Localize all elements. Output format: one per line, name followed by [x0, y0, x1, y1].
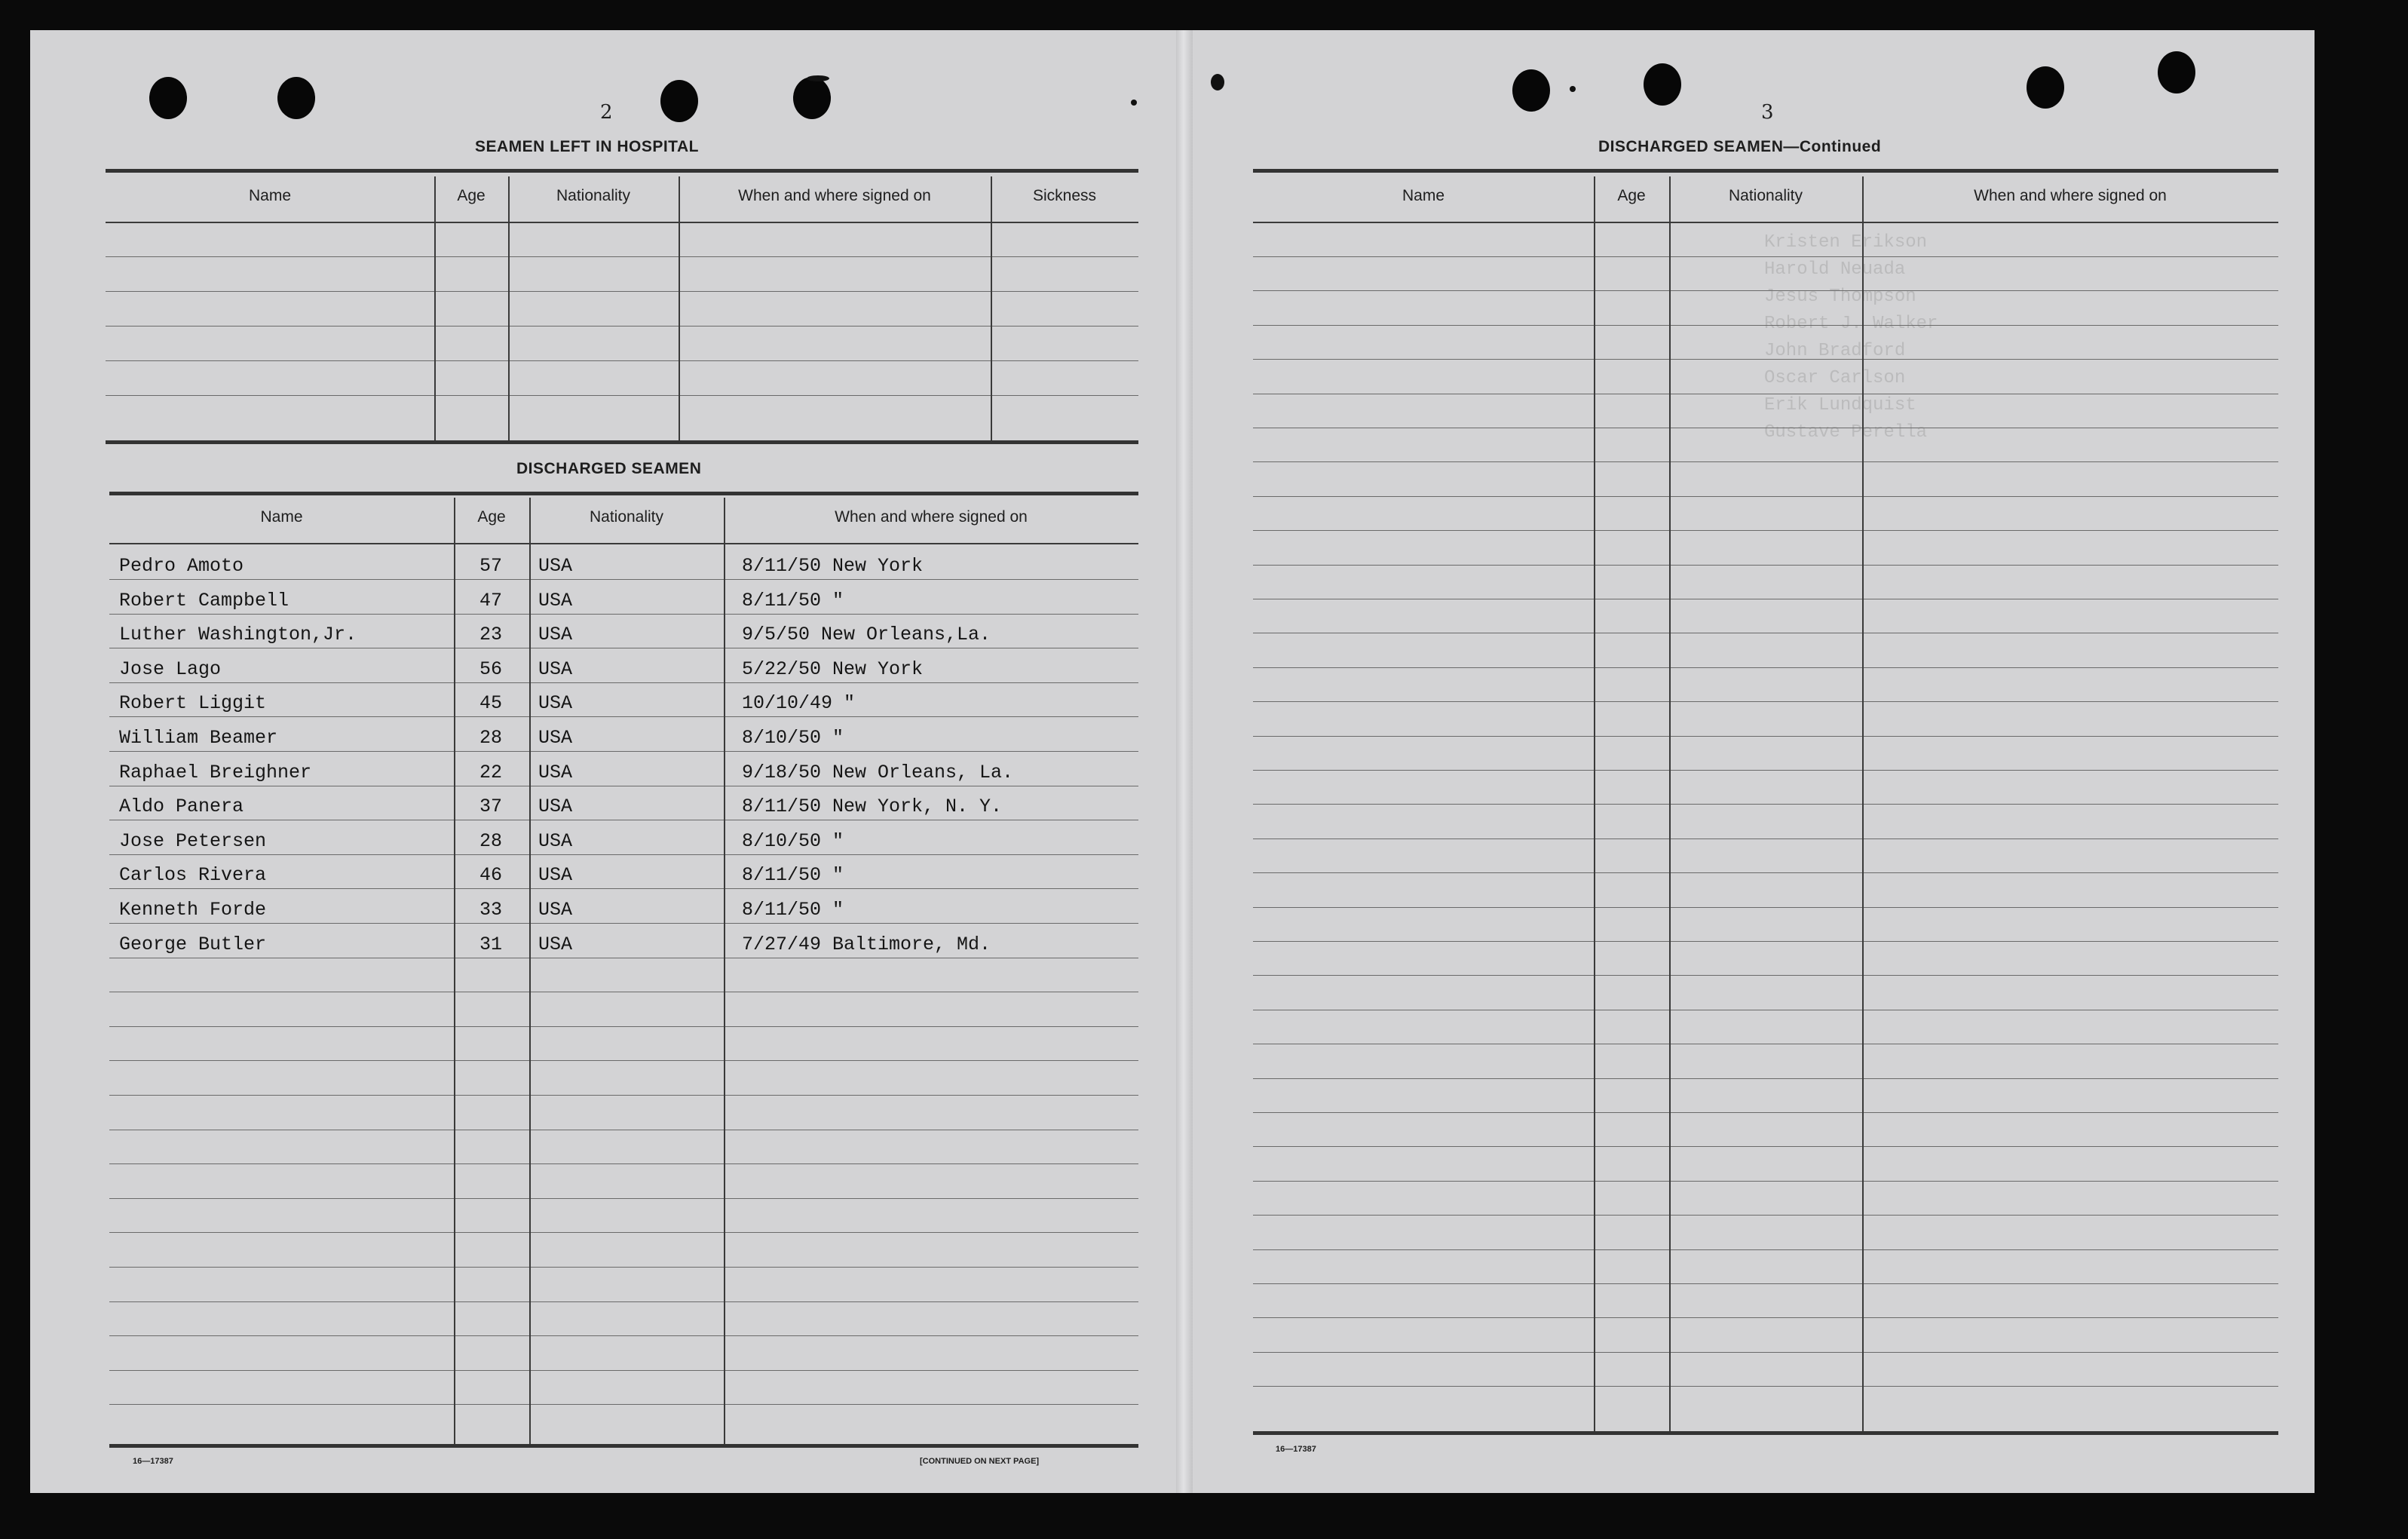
seaman-nationality: USA — [538, 796, 573, 818]
discharged-col-divider — [454, 498, 455, 1444]
seaman-name: Luther Washington,Jr. — [119, 624, 357, 646]
ruled-line — [109, 614, 1138, 615]
ruled-line — [1253, 1215, 2278, 1216]
hospital-col-divider — [679, 176, 680, 440]
hospital-col-name: Name — [248, 187, 292, 204]
ruled-line — [1253, 461, 2278, 462]
ruled-line — [109, 751, 1138, 752]
seaman-signed-on: 8/10/50 " — [742, 727, 844, 749]
seaman-age: 45 — [479, 692, 503, 715]
page-number: 2 — [600, 101, 613, 124]
seaman-nationality: USA — [538, 933, 573, 955]
punch-hole — [149, 77, 187, 119]
punch-hole — [2027, 66, 2064, 109]
ruled-line — [1253, 701, 2278, 702]
ruled-line — [109, 1026, 1138, 1027]
form-number: 16—17387 — [1276, 1445, 1316, 1454]
hospital-col-sickness: Sickness — [1032, 187, 1097, 204]
ruled-line — [109, 1163, 1138, 1164]
seaman-age: 28 — [479, 829, 503, 852]
ink-speck — [1131, 100, 1137, 106]
seaman-nationality: USA — [538, 555, 573, 577]
seaman-signed-on: 8/10/50 " — [742, 829, 844, 852]
ruled-line — [106, 256, 1138, 257]
seaman-signed-on: 9/18/50 New Orleans, La. — [742, 761, 1014, 783]
seaman-nationality: USA — [538, 589, 573, 612]
ruled-line — [1253, 941, 2278, 942]
ruled-line — [109, 1267, 1138, 1268]
right-col-nationality: Nationality — [1728, 187, 1803, 204]
ruled-line — [106, 291, 1138, 292]
seaman-signed-on: 7/27/49 Baltimore, Md. — [742, 933, 991, 955]
hospital-col-divider — [991, 176, 992, 440]
hospital-col-age: Age — [457, 187, 486, 204]
ruled-line — [1253, 256, 2278, 257]
ink-speck — [807, 75, 829, 81]
right-col-divider — [1669, 176, 1671, 1431]
ruled-line — [1253, 1283, 2278, 1284]
hospital-table-bottom-rule — [106, 440, 1138, 444]
ruled-line — [1253, 1386, 2278, 1387]
seaman-nationality: USA — [538, 624, 573, 646]
seaman-name: Aldo Panera — [119, 796, 244, 818]
page-number: 3 — [1761, 101, 1774, 124]
seaman-name: Jose Lago — [119, 658, 222, 680]
seaman-age: 56 — [479, 658, 503, 680]
seaman-age: 37 — [479, 796, 503, 818]
hospital-col-divider — [508, 176, 510, 440]
document-sheet — [30, 30, 2315, 1493]
discharged-table-top-rule — [109, 492, 1138, 495]
ruled-line — [109, 854, 1138, 855]
discharged-col-divider — [529, 498, 531, 1444]
ruled-line — [1253, 359, 2278, 360]
ruled-line — [109, 1060, 1138, 1061]
ruled-line — [1253, 496, 2278, 497]
right-col-name: Name — [1402, 187, 1445, 204]
seaman-name: Carlos Rivera — [119, 864, 267, 887]
seaman-age: 28 — [479, 727, 503, 749]
ruled-line — [109, 1095, 1138, 1096]
ruled-line — [1253, 530, 2278, 531]
seaman-age: 22 — [479, 761, 503, 783]
ruled-line — [1253, 290, 2278, 291]
discharged-header-rule — [109, 543, 1138, 544]
punch-hole — [1644, 63, 1681, 106]
ruled-line — [109, 579, 1138, 580]
ruled-line — [106, 360, 1138, 361]
right-col-age: Age — [1617, 187, 1646, 204]
discharged-table-bottom-rule — [109, 1444, 1138, 1448]
ruled-line — [1253, 667, 2278, 668]
seaman-name: Raphael Breighner — [119, 761, 312, 783]
ruled-line — [109, 1232, 1138, 1233]
hospital-col-divider — [434, 176, 436, 440]
seaman-signed-on: 5/22/50 New York — [742, 658, 924, 680]
hospital-header-rule — [106, 222, 1138, 223]
discharged-col-age: Age — [477, 508, 506, 526]
right-table-top-rule — [1253, 169, 2278, 173]
ruled-line — [109, 1198, 1138, 1199]
seaman-nationality: USA — [538, 761, 573, 783]
ruled-line — [1253, 1249, 2278, 1250]
punch-hole — [793, 77, 831, 119]
right-table-bottom-rule — [1253, 1431, 2278, 1435]
ruled-line — [109, 1370, 1138, 1371]
discharged-col-name: Name — [260, 508, 303, 526]
ruled-line — [1253, 1317, 2278, 1318]
ruled-line — [106, 326, 1138, 327]
ruled-line — [106, 395, 1138, 396]
discharged-col-divider — [724, 498, 725, 1444]
seaman-nationality: USA — [538, 829, 573, 852]
ruled-line — [1253, 1181, 2278, 1182]
discharged-section-title: DISCHARGED SEAMEN — [516, 460, 702, 477]
discharged-col-signed-on: When and where signed on — [835, 508, 1028, 526]
ruled-line — [1253, 804, 2278, 805]
ink-speck — [1211, 74, 1224, 90]
seaman-signed-on: 8/11/50 " — [742, 899, 844, 921]
ruled-line — [1253, 1146, 2278, 1147]
seaman-age: 57 — [479, 555, 503, 577]
form-number: 16—17387 — [133, 1457, 173, 1466]
ruled-line — [109, 888, 1138, 889]
seaman-signed-on: 8/11/50 " — [742, 864, 844, 887]
hospital-col-signed-on: When and where signed on — [738, 187, 931, 204]
ruled-line — [1253, 325, 2278, 326]
discharged-col-nationality: Nationality — [589, 508, 664, 526]
right-col-signed-on: When and where signed on — [1974, 187, 2167, 204]
seaman-nationality: USA — [538, 692, 573, 715]
seaman-name: Kenneth Forde — [119, 899, 267, 921]
seaman-nationality: USA — [538, 727, 573, 749]
ruled-line — [109, 923, 1138, 924]
ruled-line — [109, 1301, 1138, 1302]
seaman-age: 47 — [479, 589, 503, 612]
punch-hole — [2158, 51, 2195, 94]
ruled-line — [1253, 907, 2278, 908]
page-fold — [1176, 30, 1193, 1493]
ruled-line — [109, 682, 1138, 683]
punch-hole — [1512, 69, 1550, 112]
bleed-through-text: Kristen Erikson Harold Neuada Jesus Thompson Robert J. Walker John Bradford Oscar Carlson Erik Lundquist Gustave Perella — [1764, 232, 1938, 443]
punch-hole — [277, 77, 315, 119]
seaman-name: Pedro Amoto — [119, 555, 244, 577]
seaman-name: George Butler — [119, 933, 267, 955]
ruled-line — [109, 1404, 1138, 1405]
seaman-age: 23 — [479, 624, 503, 646]
right-col-divider — [1594, 176, 1595, 1431]
right-header-rule — [1253, 222, 2278, 223]
seaman-signed-on: 8/11/50 New York — [742, 555, 924, 577]
punch-hole — [660, 80, 698, 122]
ruled-line — [109, 1335, 1138, 1336]
ruled-line — [1253, 770, 2278, 771]
seaman-nationality: USA — [538, 658, 573, 680]
discharged-continued-title: DISCHARGED SEAMEN—Continued — [1598, 138, 1882, 155]
ruled-line — [1253, 1078, 2278, 1079]
seaman-signed-on: 8/11/50 " — [742, 589, 844, 612]
seaman-name: William Beamer — [119, 727, 278, 749]
hospital-table-top-rule — [106, 169, 1138, 173]
ruled-line — [1253, 872, 2278, 873]
seaman-signed-on: 9/5/50 New Orleans,La. — [742, 624, 991, 646]
ruled-line — [1253, 975, 2278, 976]
ruled-line — [1253, 838, 2278, 839]
seaman-nationality: USA — [538, 864, 573, 887]
seaman-name: Robert Liggit — [119, 692, 267, 715]
ruled-line — [1253, 1352, 2278, 1353]
ruled-line — [1253, 565, 2278, 566]
right-col-divider — [1862, 176, 1864, 1431]
seaman-signed-on: 8/11/50 New York, N. Y. — [742, 796, 1003, 818]
ruled-line — [109, 716, 1138, 717]
seaman-name: Jose Petersen — [119, 829, 267, 852]
seaman-name: Robert Campbell — [119, 589, 290, 612]
hospital-section-title: SEAMEN LEFT IN HOSPITAL — [475, 138, 699, 155]
seaman-nationality: USA — [538, 899, 573, 921]
seaman-signed-on: 10/10/49 " — [742, 692, 856, 715]
seaman-age: 31 — [479, 933, 503, 955]
ink-speck — [1570, 86, 1576, 92]
seaman-age: 33 — [479, 899, 503, 921]
ruled-line — [1253, 1112, 2278, 1113]
seaman-age: 46 — [479, 864, 503, 887]
continued-note: [CONTINUED ON NEXT PAGE] — [920, 1457, 1040, 1466]
ruled-line — [1253, 736, 2278, 737]
hospital-col-nationality: Nationality — [556, 187, 631, 204]
